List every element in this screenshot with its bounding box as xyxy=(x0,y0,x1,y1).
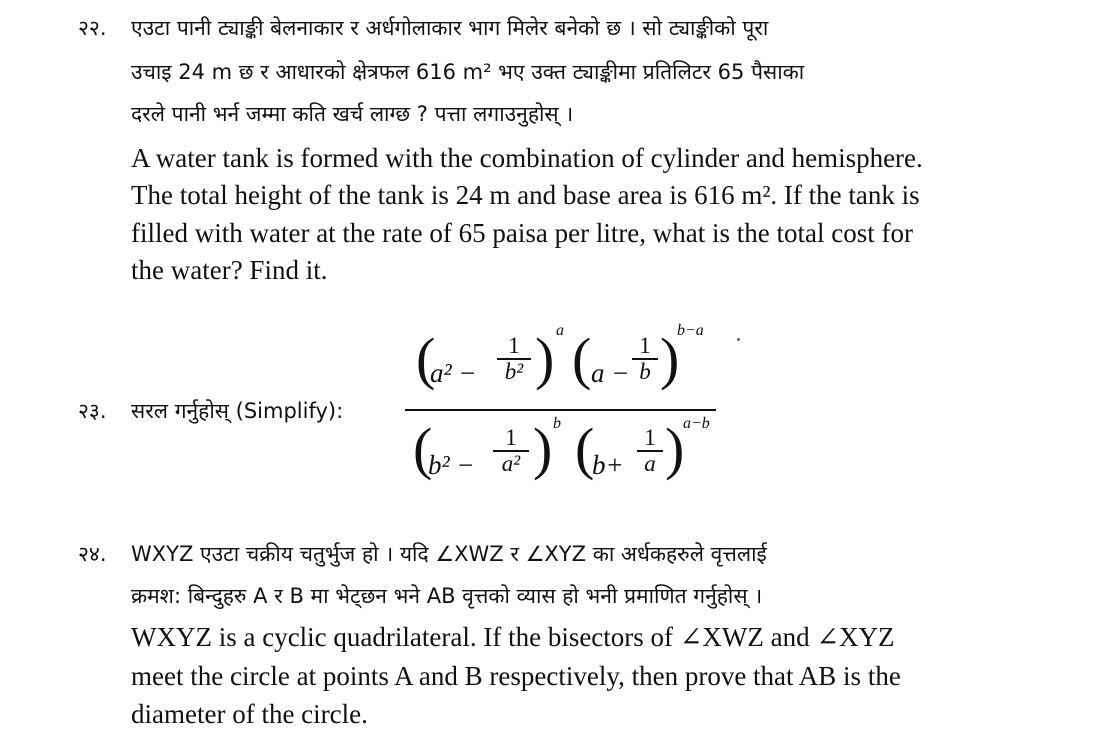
english-text-line: diameter of the circle. xyxy=(131,699,368,729)
simplify-label: सरल गर्नुहोस् (Simplify): xyxy=(131,399,344,423)
main-fraction-bar xyxy=(405,409,716,411)
exponent: b xyxy=(553,415,561,432)
fraction: 1 b xyxy=(631,334,659,384)
english-text-line: WXYZ is a cyclic quadrilateral. If the bisectors of ∠XWZ and ∠XYZ xyxy=(131,622,895,652)
right-paren: ) xyxy=(533,416,553,481)
fraction: 1 a² xyxy=(492,426,530,476)
english-text-line: the water? Find it. xyxy=(131,255,328,285)
english-text-line: meet the circle at points A and B respectively, then prove that AB is the xyxy=(131,661,901,691)
english-text-line: filled with water at the rate of 65 paisa per litre, what is the total cost for xyxy=(131,218,913,248)
base-expression: b+ xyxy=(592,450,624,480)
english-text-line: A water tank is formed with the combination of cylinder and hemisphere. xyxy=(131,143,923,173)
base-expression: a² − xyxy=(430,358,477,388)
nepali-text-line: एउटा पानी ट्याङ्की बेलनाकार र अर्धगोलाकार भाग मिलेर बनेको छ । सो ट्याङ्कीको पूरा xyxy=(131,16,769,40)
question-number: २४. xyxy=(78,542,107,566)
exponent: a−b xyxy=(683,415,710,432)
fraction: 1 a xyxy=(636,426,664,476)
base-expression: b² − xyxy=(428,450,475,480)
left-paren: ( xyxy=(572,326,592,391)
right-paren: ) xyxy=(660,326,680,391)
nepali-text-line: क्रमश: बिन्दुहरु A र B मा भेट्छन भने AB वृत्तको व्यास हो भनी प्रमाणित गर्नुहोस् । xyxy=(131,584,763,608)
nepali-text-line: उचाइ 24 m छ र आधारको क्षेत्रफल 616 m² भए उक्त ट्याङ्कीमा प्रतिलिटर 65 पैसाका xyxy=(131,60,805,84)
nepali-text-line: WXYZ एउटा चक्रीय चतुर्भुज हो । यदि ∠XWZ र ∠XYZ का अर्धकहरुले वृत्तलाई xyxy=(131,542,767,566)
nepali-text-line: दरले पानी भर्न जम्मा कति खर्च लाग्छ ? पत्ता लगाउनुहोस् । xyxy=(131,102,574,126)
left-paren: ( xyxy=(413,416,433,481)
fraction: 1 b² xyxy=(496,334,532,384)
left-paren: ( xyxy=(575,416,595,481)
right-paren: ) xyxy=(665,416,685,481)
english-text-line: The total height of the tank is 24 m and base area is 616 m². If the tank is xyxy=(131,180,920,210)
right-paren: ) xyxy=(535,326,555,391)
exponent: b−a xyxy=(677,322,704,339)
stray-dot xyxy=(737,338,740,341)
base-expression: a − xyxy=(591,358,630,388)
question-number: २३. xyxy=(78,399,107,423)
exponent: a xyxy=(556,322,564,339)
left-paren: ( xyxy=(416,326,436,391)
question-number: २२. xyxy=(78,16,107,40)
